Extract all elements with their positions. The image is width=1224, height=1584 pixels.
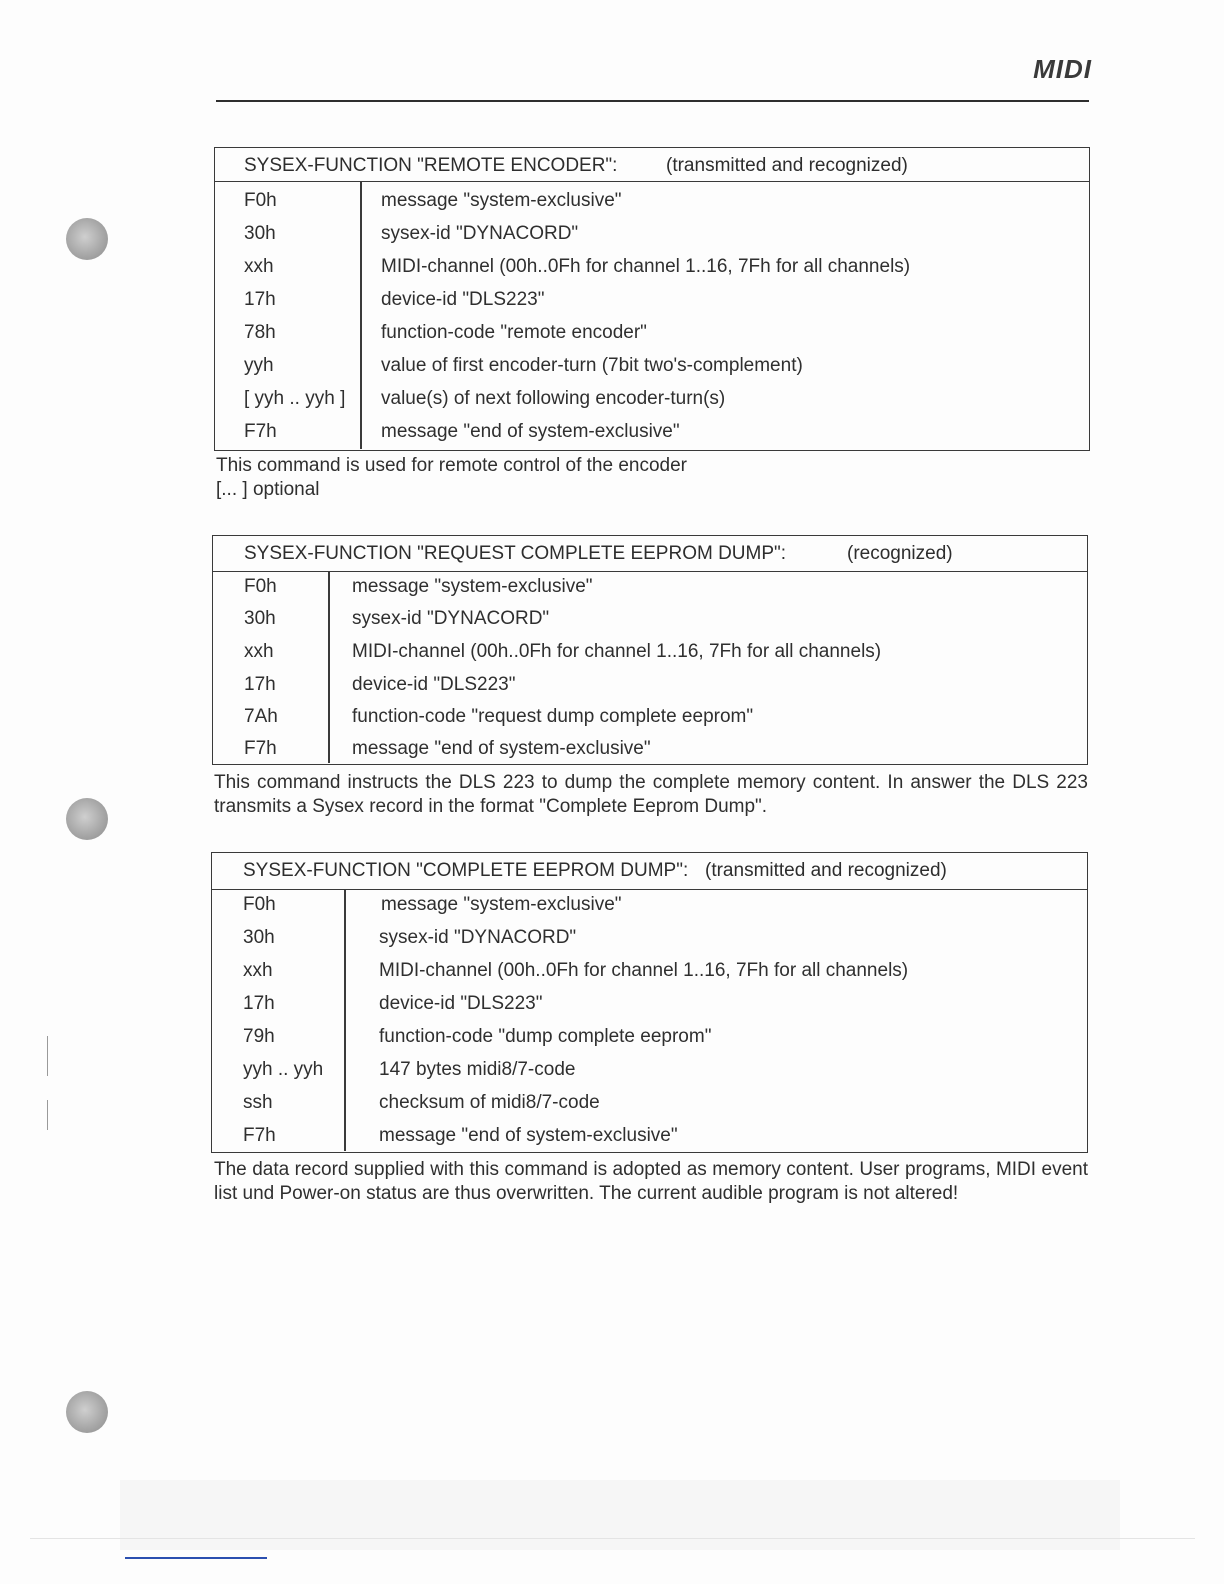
byte-code: F0h — [243, 894, 276, 915]
binder-hole-middle — [66, 798, 108, 840]
byte-code: 30h — [243, 927, 275, 948]
table-row — [213, 637, 1087, 670]
table-row — [212, 1088, 1087, 1121]
table-mode: (recognized) — [847, 543, 953, 564]
byte-description: sysex-id "DYNACORD" — [381, 223, 579, 244]
note-line: [... ] optional — [216, 479, 320, 500]
table-row — [212, 1121, 1087, 1154]
table-title: SYSEX-FUNCTION "COMPLETE EEPROM DUMP": — [243, 860, 689, 881]
byte-description: function-code "request dump complete eeprom" — [352, 706, 754, 727]
table-row — [213, 702, 1087, 735]
table-row — [212, 890, 1087, 923]
table-row — [213, 734, 1087, 767]
byte-code: yyh — [244, 355, 274, 376]
byte-description: checksum of midi8/7-code — [379, 1092, 600, 1113]
table-row — [215, 186, 1089, 219]
byte-description: sysex-id "DYNACORD" — [352, 608, 550, 629]
table-body — [213, 572, 1087, 763]
table-row — [215, 285, 1089, 318]
byte-code: F0h — [244, 576, 277, 597]
table-row — [213, 670, 1087, 703]
scan-shading — [120, 1480, 1120, 1550]
table-title: SYSEX-FUNCTION "REMOTE ENCODER": — [244, 155, 618, 176]
table-row — [212, 923, 1087, 956]
table-row — [212, 956, 1087, 989]
byte-description: 147 bytes midi8/7-code — [379, 1059, 576, 1080]
table-note — [214, 771, 1088, 819]
byte-description: sysex-id "DYNACORD" — [379, 927, 577, 948]
table-header — [212, 853, 1087, 890]
byte-code: F7h — [243, 1125, 276, 1146]
byte-description: device-id "DLS223" — [381, 289, 545, 310]
byte-code: [ yyh .. yyh ] — [244, 388, 346, 409]
footer-line — [125, 1557, 267, 1559]
byte-description: MIDI-channel (00h..0Fh for channel 1..16, 7Fh for all channels) — [352, 641, 882, 662]
byte-description: message "end of system-exclusive" — [381, 421, 680, 442]
note-line: This command instructs the DLS 223 to dump the complete memory content. In answer the DLS 223 transmits a Sysex record in the format "Complete Eeprom Dump". — [214, 772, 1088, 817]
table-row — [215, 219, 1089, 252]
header-rule — [216, 100, 1089, 102]
byte-code: 17h — [244, 289, 276, 310]
sysex-table-remote-encoder — [214, 147, 1090, 451]
byte-description: value of first encoder-turn (7bit two's-complement) — [381, 355, 803, 376]
table-row — [215, 351, 1089, 384]
byte-code: 30h — [244, 223, 276, 244]
table-row — [213, 604, 1087, 637]
table-row — [212, 1055, 1087, 1088]
byte-description: MIDI-channel (00h..0Fh for channel 1..16, 7Fh for all channels) — [379, 960, 909, 981]
byte-code: 17h — [243, 993, 275, 1014]
table-row — [215, 384, 1089, 417]
byte-description: device-id "DLS223" — [379, 993, 543, 1014]
binder-hole-top — [66, 218, 108, 260]
byte-code: yyh .. yyh — [243, 1059, 324, 1080]
byte-code: xxh — [243, 960, 273, 981]
table-title: SYSEX-FUNCTION "REQUEST COMPLETE EEPROM DUMP": — [244, 543, 787, 564]
binder-hole-bottom — [66, 1391, 108, 1433]
table-note — [216, 454, 1088, 502]
page-header-title: MIDI — [1033, 54, 1092, 84]
page-bottom-edge — [30, 1538, 1195, 1539]
byte-description: function-code "remote encoder" — [381, 322, 647, 343]
byte-description: message "system-exclusive" — [381, 894, 622, 915]
byte-description: message "system-exclusive" — [381, 190, 622, 211]
table-header — [215, 148, 1089, 182]
table-row — [215, 318, 1089, 351]
table-mode: (transmitted and recognized) — [666, 155, 908, 176]
byte-code: 17h — [244, 674, 276, 695]
table-row — [212, 1022, 1087, 1055]
sysex-table-complete-eeprom-dump — [211, 852, 1088, 1153]
byte-code: xxh — [244, 256, 274, 277]
table-body — [215, 182, 1089, 449]
byte-description: function-code "dump complete eeprom" — [379, 1026, 712, 1047]
table-header — [213, 536, 1087, 572]
byte-code: ssh — [243, 1092, 273, 1113]
margin-mark — [47, 1036, 48, 1076]
byte-description: message "end of system-exclusive" — [379, 1125, 678, 1146]
byte-description: message "system-exclusive" — [352, 576, 593, 597]
table-row — [213, 572, 1087, 605]
note-line: The data record supplied with this command is adopted as memory content. User programs, MIDI event list und Power-on status are thus overwritten. The current audible program is not altered! — [214, 1159, 1088, 1204]
byte-code: F0h — [244, 190, 277, 211]
margin-mark — [47, 1100, 48, 1130]
byte-description: message "end of system-exclusive" — [352, 738, 651, 759]
byte-code: F7h — [244, 738, 277, 759]
byte-code: xxh — [244, 641, 274, 662]
byte-code: 30h — [244, 608, 276, 629]
byte-code: 78h — [244, 322, 276, 343]
table-row — [212, 989, 1087, 1022]
sysex-table-request-eeprom-dump — [212, 535, 1088, 765]
table-body — [212, 890, 1087, 1151]
table-row — [215, 417, 1089, 450]
table-note — [214, 1158, 1088, 1206]
table-row — [215, 252, 1089, 285]
byte-code: F7h — [244, 421, 277, 442]
byte-description: MIDI-channel (00h..0Fh for channel 1..16, 7Fh for all channels) — [381, 256, 911, 277]
byte-code: 79h — [243, 1026, 275, 1047]
byte-description: value(s) of next following encoder-turn(s) — [381, 388, 726, 409]
note-line: This command is used for remote control of the encoder — [216, 455, 688, 476]
byte-code: 7Ah — [244, 706, 278, 727]
byte-description: device-id "DLS223" — [352, 674, 516, 695]
table-mode: (transmitted and recognized) — [705, 860, 947, 881]
